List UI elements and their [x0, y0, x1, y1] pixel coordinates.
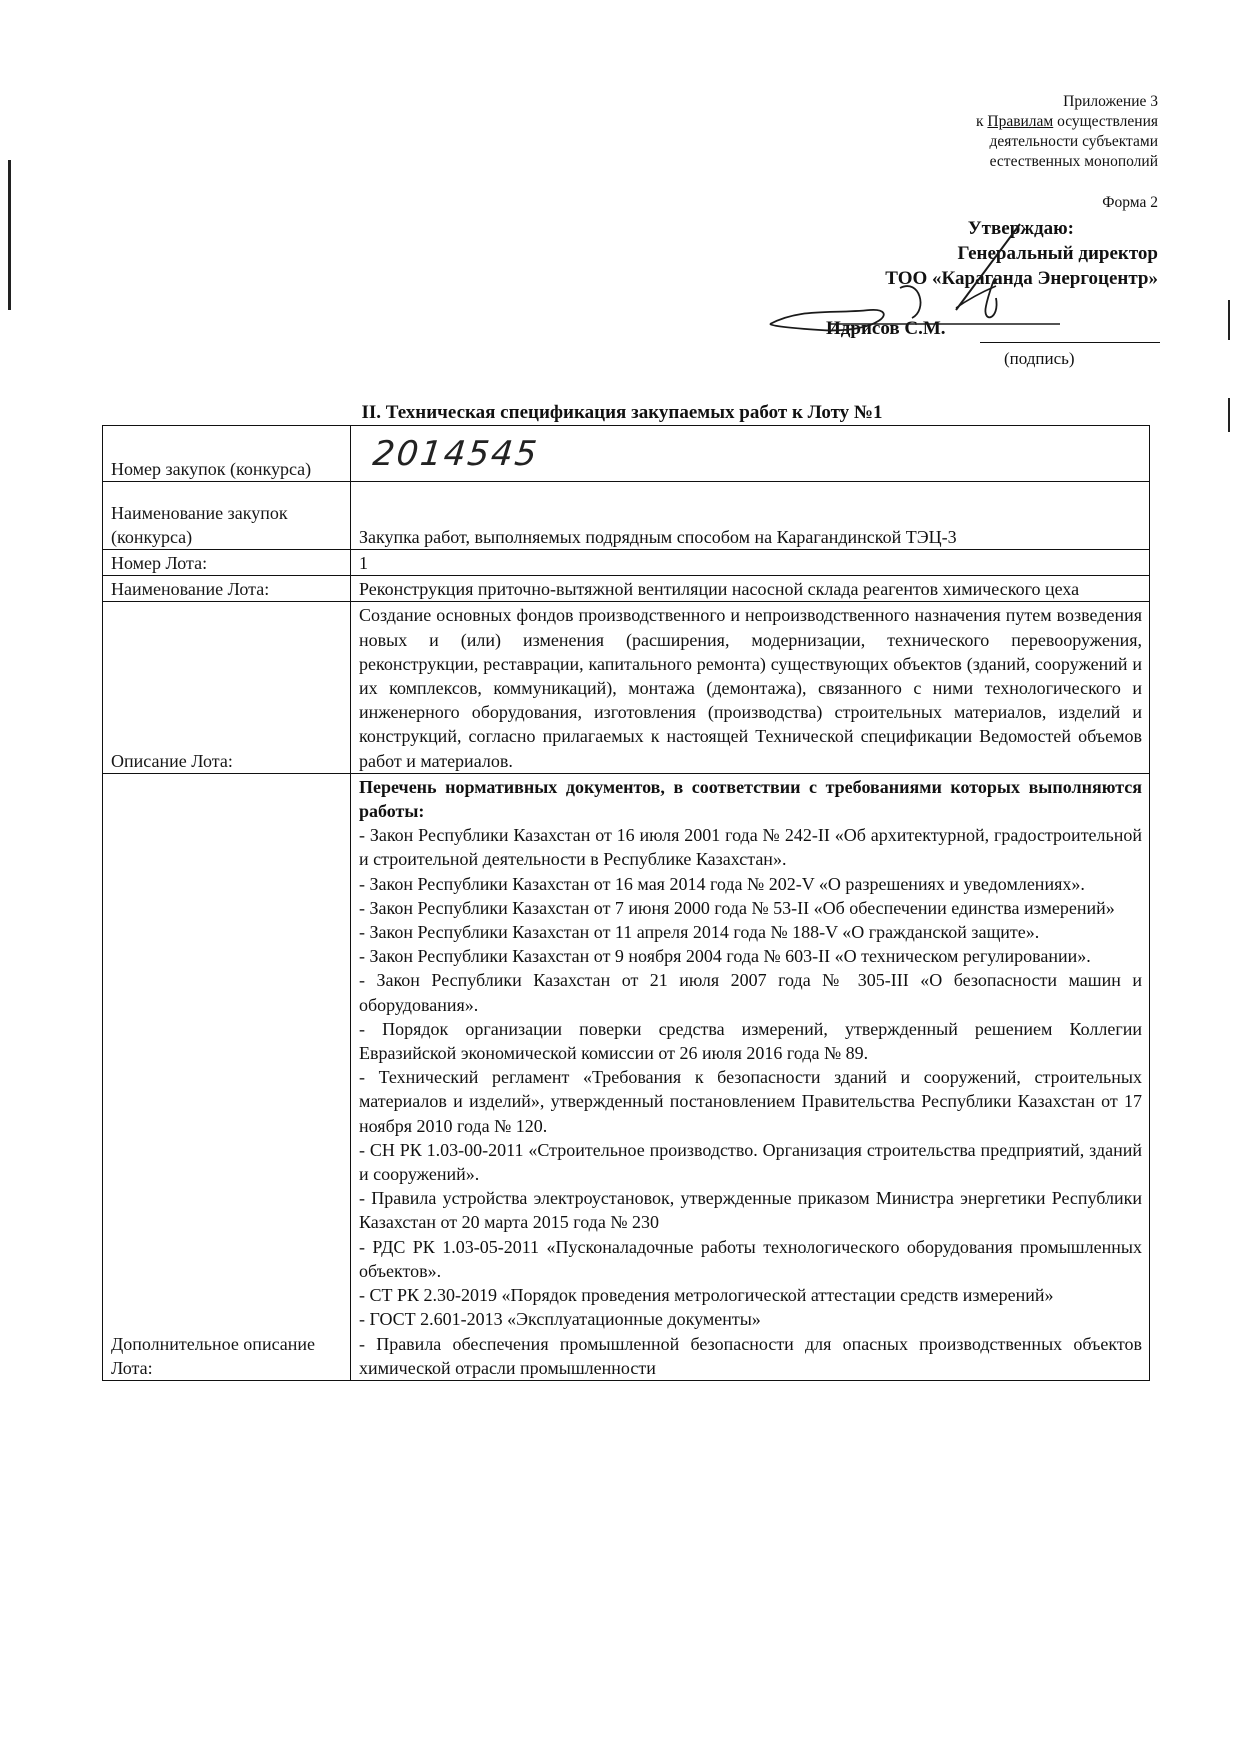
list-item: - Правила обеспечения промышленной безопасности для опасных производственных объектов химической отрасли промышленности [359, 1333, 1142, 1378]
row-value: Закупка работ, выполняемых подрядным способом на Карагандинской ТЭЦ-3 [351, 482, 1150, 550]
procurement-number-value [351, 426, 1150, 482]
appendix-note [738, 92, 1158, 172]
handwritten-procurement-number: 2014545 [370, 434, 541, 474]
appendix-line: Приложение 3 [1063, 93, 1158, 110]
list-item: - СТ РК 2.30-2019 «Порядок проведения метрологической аттестации средств измерений» [359, 1285, 1054, 1306]
scan-edge-mark [1228, 398, 1230, 432]
rules-link-text: Правилам [987, 113, 1054, 130]
list-item: - Закон Республики Казахстан от 21 июля 2007 года № 305-III «О безопасности машин и оборудования». [359, 970, 1142, 1015]
section-title: II. Техническая спецификация закупаемых работ к Лоту №1 [361, 402, 883, 423]
documents-list-heading: Перечень нормативных документов, в соответствии с требованиями которых выполняются работы: [359, 776, 1142, 822]
signature-caption: (подпись) [1004, 349, 1075, 368]
appendix-line: естественных монополий [989, 153, 1158, 170]
table-row [103, 426, 1150, 482]
scan-edge-mark [1228, 300, 1230, 340]
form-number: Форма 2 [1102, 194, 1158, 211]
appendix-line [738, 112, 1158, 132]
table-row [103, 602, 1150, 773]
scan-edge-mark [8, 160, 11, 310]
row-label: Номер Лота: [103, 550, 351, 576]
appendix-text: осуществления [1053, 113, 1158, 130]
row-label: Наименование закупок (конкурса) [103, 482, 351, 550]
list-item: - Закон Республики Казахстан от 16 мая 2014 года № 202-V «О разрешениях и уведомлениях». [359, 873, 1085, 894]
signer-name: Идрисов С.М. [826, 318, 946, 339]
list-item: - Правила устройства электроустановок, утвержденные приказом Министра энергетики Республики Казахстан от 20 марта 2015 года № 230 [359, 1188, 1142, 1233]
list-item: - ГОСТ 2.601-2013 «Эксплуатационные документы» [359, 1309, 761, 1330]
approval-line: ТОО «Караганда Энергоцентр» [885, 268, 1158, 289]
list-item: - СН РК 1.03-00-2011 «Строительное производство. Организация строительства предприятий, зданий и сооружений». [359, 1139, 1142, 1185]
list-item: - Закон Республики Казахстан от 16 июля 2001 года № 242-II «Об архитектурной, градостроительной и строительной деятельности в Республике Казахстан». [359, 825, 1142, 870]
row-value: Реконструкция приточно-вытяжной вентиляции насосной склада реагентов химического цеха [351, 576, 1150, 602]
row-label: Описание Лота: [103, 602, 351, 773]
row-value [351, 773, 1150, 1380]
list-item: - РДС РК 1.03-05-2011 «Пусконаладочные работы технологического оборудования промышленных объектов». [359, 1236, 1142, 1281]
specification-table [102, 425, 1150, 1381]
list-item: - Закон Республики Казахстан от 7 июня 2000 года № 53-II «Об обеспечении единства измерений» [359, 897, 1115, 918]
list-item: - Порядок организации поверки средства измерений, утвержденный решением Коллегии Евразийской экономической комиссии от 26 июля 2016 года № 89. [359, 1018, 1142, 1064]
handwritten-signature [760, 218, 1140, 348]
row-label: Дополнительное описание Лота: [103, 773, 351, 1380]
row-label: Наименование Лота: [103, 576, 351, 602]
table-row [103, 773, 1150, 1380]
approval-line: Утверждаю: [967, 218, 1074, 239]
table-row [103, 550, 1150, 576]
list-item: - Технический регламент «Требования к безопасности зданий и сооружений, строительных материалов и изделий», утвержденный постановлением Правительства Республики Казахстан от 17 ноября 2010 года № 120. [359, 1067, 1142, 1136]
list-item: - Закон Республики Казахстан от 11 апреля 2014 года № 188-V «О гражданской защите». [359, 922, 1040, 943]
list-item: - Закон Республики Казахстан от 9 ноября 2004 года № 603-II «О техническом регулировании». [359, 946, 1091, 967]
row-value: Создание основных фондов производственного и непроизводственного назначения путем возведения новых и (или) изменения (расширения, модернизации, технического перевооружения, реконструкции, реставрации, капитального ремонта) существующих объектов (зданий, сооружений и их комплексов, коммуникаций), монтажа (демонтажа), связанного с ними технологического и инженерного оборудования, изготовления (производства) строительных материалов, изделий и конструкций, согласно прилагаемых к настоящей Технической спецификации Ведомостей объемов работ и материалов. [351, 602, 1150, 773]
approval-line: Генеральный директор [957, 243, 1158, 264]
appendix-line: деятельности субъектами [989, 133, 1158, 150]
appendix-text: к [975, 113, 988, 130]
row-label: Номер закупок (конкурса) [103, 426, 351, 482]
table-row [103, 482, 1150, 550]
row-value: 1 [351, 550, 1150, 576]
table-row [103, 576, 1150, 602]
